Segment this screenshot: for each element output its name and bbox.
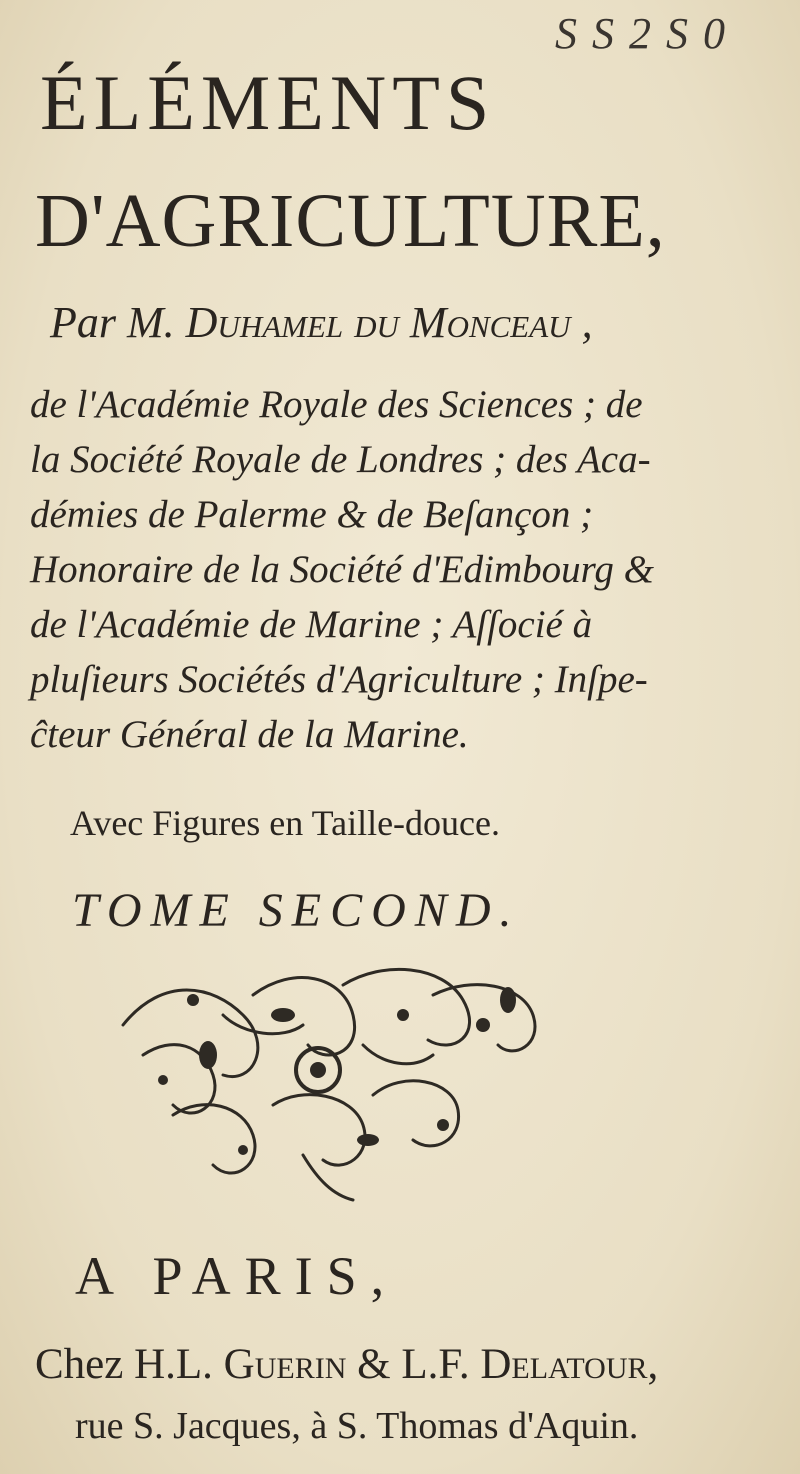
publisher-prefix: Chez bbox=[35, 1341, 124, 1388]
floral-vignette-ornament bbox=[103, 955, 540, 1205]
figures-note: Avec Figures en Taille-douce. bbox=[70, 803, 500, 843]
publisher-line bbox=[35, 1340, 658, 1389]
shelfmark-handwritten: S S 2 S 0 bbox=[555, 9, 727, 58]
author-name: Duhamel du Monceau , bbox=[185, 298, 593, 347]
title-line-1: ÉLÉMENTS bbox=[40, 59, 496, 146]
publisher-names: H.L. Guerin & L.F. Delatour, bbox=[134, 1341, 659, 1388]
publisher-address: rue S. Jacques, à S. Thomas d'Aquin. bbox=[75, 1405, 639, 1447]
author-prefix: Par M. bbox=[50, 298, 175, 347]
affiliation-line: Honoraire de la Société d'Edimbourg & bbox=[30, 548, 654, 591]
affiliation-line: la Société Royale de Londres ; des Aca- bbox=[30, 438, 651, 481]
title-line-2: D'AGRICULTURE, bbox=[35, 179, 666, 263]
affiliation-line: démies de Palerme & de Beſançon ; bbox=[30, 493, 594, 536]
imprint-place: A PARIS, bbox=[75, 1246, 399, 1306]
author-line bbox=[50, 297, 593, 348]
volume-label: TOME SECOND. bbox=[72, 884, 521, 937]
affiliation-line: ĉteur Général de la Marine. bbox=[30, 713, 469, 756]
affiliation-line: pluſieurs Sociétés d'Agriculture ; Inſpe- bbox=[30, 658, 648, 701]
affiliation-line: de l'Académie Royale des Sciences ; de bbox=[30, 383, 643, 426]
affiliation-line: de l'Académie de Marine ; Aſſocié à bbox=[30, 603, 593, 646]
